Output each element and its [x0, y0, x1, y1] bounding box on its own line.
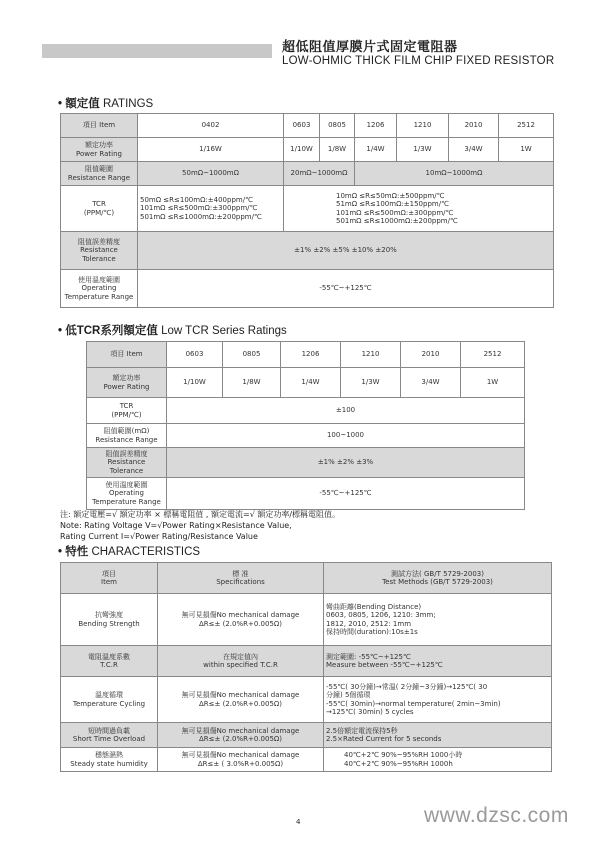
note-line-2: Note: Rating Voltage V=√Power Rating×Resistance Value,	[60, 521, 292, 530]
char-test: 測定範圍: -55℃~+125℃ Measure between -55℃~+125℃	[324, 646, 552, 677]
char-spec: 在規定值內 within specified T.C.R	[158, 646, 324, 677]
char-item: 穩態濕熱 Steady state humidity	[61, 748, 158, 772]
char-item: 抗彎強度 Bending Strength	[61, 594, 158, 646]
char-test: 40℃+2℃ 90%~95%RH 1000小時 40℃+2℃ 90%~95%RH 1000h	[324, 748, 552, 772]
row-label: TCR (PPM/℃)	[61, 186, 138, 232]
title-cn: 超低阻值厚膜片式固定電阻器	[282, 40, 458, 55]
low-tcr-range-row	[87, 424, 525, 448]
characteristics-heading	[58, 543, 200, 559]
char-row	[61, 677, 552, 723]
characteristics-heading-en: CHARACTERISTICS	[91, 546, 201, 558]
row-label: 阻值誤差精度 Resistance Tolerance	[87, 448, 167, 478]
row-label: 額定功率 Power Rating	[87, 368, 167, 398]
col-header: 2512	[499, 114, 554, 138]
char-spec: 無可見損傷No mechanical damage ΔR≤± (2.0%R+0.005Ω)	[158, 594, 324, 646]
cell: 1/8W	[223, 368, 281, 398]
row-label: TCR (PPM/℃)	[87, 398, 167, 424]
temp-row	[61, 270, 554, 308]
row-label: 阻值範圍 Resistance Range	[61, 162, 138, 186]
char-row	[61, 594, 552, 646]
col-header: 項目 Item	[61, 563, 158, 594]
cell: 100~1000	[167, 424, 525, 448]
tcr-row	[61, 186, 554, 232]
col-header: 標 准 Specifications	[158, 563, 324, 594]
characteristics-heading-cn: • 特性	[58, 546, 89, 558]
col-header: 2010	[401, 342, 461, 368]
cell: 1/10W	[284, 138, 320, 162]
page-number: 4	[296, 818, 301, 826]
ratings-header-row	[61, 114, 554, 138]
characteristics-table	[60, 562, 552, 772]
low-tcr-heading	[58, 322, 287, 338]
col-header: 0603	[284, 114, 320, 138]
char-test: 彎曲距離(Bending Distance) 0603, 0805, 1206, 1210: 3mm; 1812, 2010, 2512: 1mm 保持時間(duration):10s±1s	[324, 594, 552, 646]
cell: 1/3W	[341, 368, 401, 398]
col-header: 項目 Item	[61, 114, 138, 138]
col-header: 2010	[449, 114, 499, 138]
low-tcr-tcr-row	[87, 398, 525, 424]
cell: ±1% ±2% ±3%	[167, 448, 525, 478]
col-header: 1206	[281, 342, 341, 368]
char-spec: 無可見損傷No mechanical damage ΔR≤± (2.0%R+0.005Ω)	[158, 677, 324, 723]
cell: 1/4W	[281, 368, 341, 398]
cell: ±1% ±2% ±5% ±10% ±20%	[138, 232, 554, 270]
char-test: 2.5倍額定電流保持5秒 2.5×Rated Current for 5 seconds	[324, 723, 552, 748]
col-header: 0805	[320, 114, 355, 138]
cell: 3/4W	[401, 368, 461, 398]
char-row	[61, 748, 552, 772]
tolerance-row	[61, 232, 554, 270]
ratings-table	[60, 113, 554, 308]
power-row	[61, 138, 554, 162]
char-item: 短時間過負載 Short Time Overload	[61, 723, 158, 748]
low-tcr-heading-en: Low TCR Series Ratings	[161, 325, 287, 337]
cell: 10mΩ ≤R≤50mΩ:±500ppm/℃ 51mΩ ≤R≤100mΩ:±150ppm/℃ 101mΩ ≤R≤500mΩ:±300ppm/℃ 501mΩ ≤R≤1000mΩ:±200ppm/℃	[284, 186, 554, 232]
low-tcr-temp-row	[87, 478, 525, 510]
cell: -55℃~+125℃	[138, 270, 554, 308]
col-header: 0603	[167, 342, 223, 368]
low-tcr-heading-cn: • 低TCR系列額定值	[58, 325, 158, 337]
low-tcr-table	[86, 341, 525, 510]
ratings-heading-cn: • 額定值	[58, 98, 100, 110]
row-label: 阻值範圍(mΩ) Resistance Range	[87, 424, 167, 448]
cell: 1/16W	[138, 138, 284, 162]
watermark: www.dzsc.com	[424, 804, 569, 827]
col-header: 0402	[138, 114, 284, 138]
cell: 20mΩ~1000mΩ	[284, 162, 355, 186]
title-en: LOW-OHMIC THICK FILM CHIP FIXED RESISTOR	[282, 55, 555, 67]
cell: 1W	[499, 138, 554, 162]
char-spec: 無可見損傷No mechanical damage ΔR≤± ( 3.0%R+0.005Ω)	[158, 748, 324, 772]
char-row	[61, 646, 552, 677]
cell: 10mΩ~1000mΩ	[355, 162, 554, 186]
char-header-row	[61, 563, 552, 594]
header-bar	[42, 44, 272, 58]
row-label: 阻值誤差精度 Resistance Tolerance	[61, 232, 138, 270]
char-item: 溫度循環 Temperature Cycling	[61, 677, 158, 723]
ratings-heading-en: RATINGS	[102, 98, 154, 110]
cell: -55℃~+125℃	[167, 478, 525, 510]
note-line-3: Rating Current I=√Power Rating/Resistance Value	[60, 532, 258, 541]
note-line-1: 注: 額定電壓=√ 額定功率 × 標稱電阻值 , 額定電流=√ 額定功率/標稱電阻值。	[60, 510, 341, 519]
col-header: 1210	[397, 114, 449, 138]
col-header: 項目 Item	[87, 342, 167, 368]
col-header: 0805	[223, 342, 281, 368]
char-row	[61, 723, 552, 748]
char-item: 電阻溫度系數 T.C.R	[61, 646, 158, 677]
cell: 3/4W	[449, 138, 499, 162]
col-header: 2512	[461, 342, 525, 368]
low-tcr-power-row	[87, 368, 525, 398]
cell: 1/8W	[320, 138, 355, 162]
cell: 1/3W	[397, 138, 449, 162]
cell: 50mΩ~1000mΩ	[138, 162, 284, 186]
low-tcr-tolerance-row	[87, 448, 525, 478]
cell: 50mΩ ≤R≤100mΩ:±400ppm/℃ 101mΩ ≤R≤500mΩ:±300ppm/℃ 501mΩ ≤R≤1000mΩ:±200ppm/℃	[138, 186, 284, 232]
char-spec: 無可見損傷No mechanical damage ΔR≤± (2.0%R+0.005Ω)	[158, 723, 324, 748]
row-label: 使用溫度範圍 Operating Temperature Range	[61, 270, 138, 308]
low-tcr-header-row	[87, 342, 525, 368]
range-row	[61, 162, 554, 186]
cell: ±100	[167, 398, 525, 424]
col-header: 測試方法( GB/T 5729-2003) Test Methods (GB/T 5729-2003)	[324, 563, 552, 594]
ratings-heading	[58, 95, 153, 111]
char-test: -55℃( 30分鐘)→常溫( 2分鐘~3分鐘)→125℃( 30 分鐘) 5個循環 -55℃( 30min)→normal temperature( 2min~3min) →125℃( 30min) 5 cycles	[324, 677, 552, 723]
cell: 1/10W	[167, 368, 223, 398]
cell: 1/4W	[355, 138, 397, 162]
col-header: 1206	[355, 114, 397, 138]
row-label: 使用溫度範圍 Operating Temperature Range	[87, 478, 167, 510]
row-label: 額定功率 Power Rating	[61, 138, 138, 162]
col-header: 1210	[341, 342, 401, 368]
cell: 1W	[461, 368, 525, 398]
